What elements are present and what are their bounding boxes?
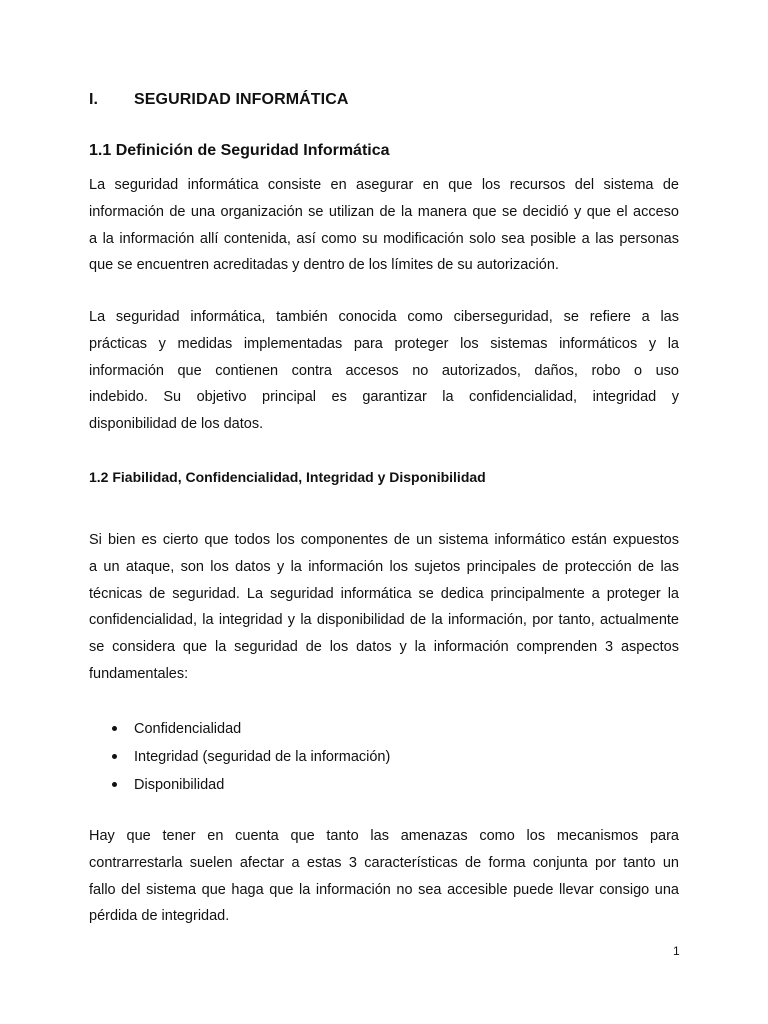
page-number: 1	[673, 944, 680, 958]
paragraph-line: pérdida de integridad.	[89, 908, 230, 925]
paragraph-line: indebido. Su objetivo principal es garantizar la confidencialidad, integridad y	[89, 389, 679, 406]
bullet-icon	[112, 726, 117, 731]
paragraph-ciberseguridad	[89, 304, 679, 438]
paragraph-line: contrarrestarla suelen afectar a estas 3 características de forma conjunta por tanto un	[89, 854, 679, 871]
paragraph-line: fallo del sistema que haga que la información no sea accesible puede llevar consigo una	[89, 881, 679, 898]
paragraph-line: se considera que la seguridad de los datos y la información comprenden 3 aspectos	[89, 639, 679, 656]
bullet-icon	[112, 754, 117, 759]
paragraph-line: técnicas de seguridad. La seguridad informática se dedica principalmente a proteger la	[89, 585, 679, 602]
list-item	[89, 771, 390, 799]
paragraph-line: a un ataque, son los datos y la información los sujetos principales de protección de las	[89, 558, 679, 575]
paragraph-amenazas	[89, 823, 679, 930]
paragraph-line: disponibilidad de los datos.	[89, 416, 264, 433]
bullet-icon	[112, 782, 117, 787]
paragraph-line: Si bien es cierto que todos los componentes de un sistema informático están expuestos	[89, 532, 679, 548]
paragraph-line: La seguridad informática, también conocida como ciberseguridad, se refiere a las	[89, 309, 679, 325]
aspects-list	[89, 715, 390, 799]
paragraph-definition	[89, 172, 679, 279]
paragraph-line: Hay que tener en cuenta que tanto las amenazas como los mecanismos para	[89, 828, 679, 844]
paragraph-componentes	[89, 527, 679, 688]
paragraph-line: fundamentales:	[89, 665, 189, 682]
paragraph-line: que se encuentren acreditadas y dentro de los límites de su autorización.	[89, 257, 559, 274]
list-item-text: Disponibilidad	[134, 777, 225, 793]
list-item-text: Confidencialidad	[134, 721, 242, 737]
list-item	[89, 715, 390, 743]
section-heading	[89, 91, 349, 109]
list-item	[89, 743, 390, 771]
section-number: I.	[89, 91, 99, 108]
section-title: SEGURIDAD INFORMÁTICA	[134, 91, 349, 108]
paragraph-line: confidencialidad, la integridad y la disponibilidad de la información, por tanto, actualmente	[89, 612, 679, 629]
paragraph-line: información que contienen contra accesos no autorizados, daños, robo o uso	[89, 362, 679, 379]
paragraph-line: a la información allí contenida, así como su modificación solo sea posible a las personas	[89, 230, 679, 247]
subsection-heading-1-2: 1.2 Fiabilidad, Confidencialidad, Integridad y Disponibilidad	[89, 469, 486, 485]
subsection-heading-1-1: 1.1 Definición de Seguridad Informática	[89, 142, 390, 159]
list-item-text: Integridad (seguridad de la información)	[134, 749, 391, 765]
paragraph-line: prácticas y medidas implementadas para proteger los sistemas informáticos y la	[89, 335, 679, 352]
paragraph-line: información de una organización se utilizan de la manera que se decidió y que el acceso	[89, 203, 679, 220]
paragraph-line: La seguridad informática consiste en asegurar en que los recursos del sistema de	[89, 177, 679, 193]
